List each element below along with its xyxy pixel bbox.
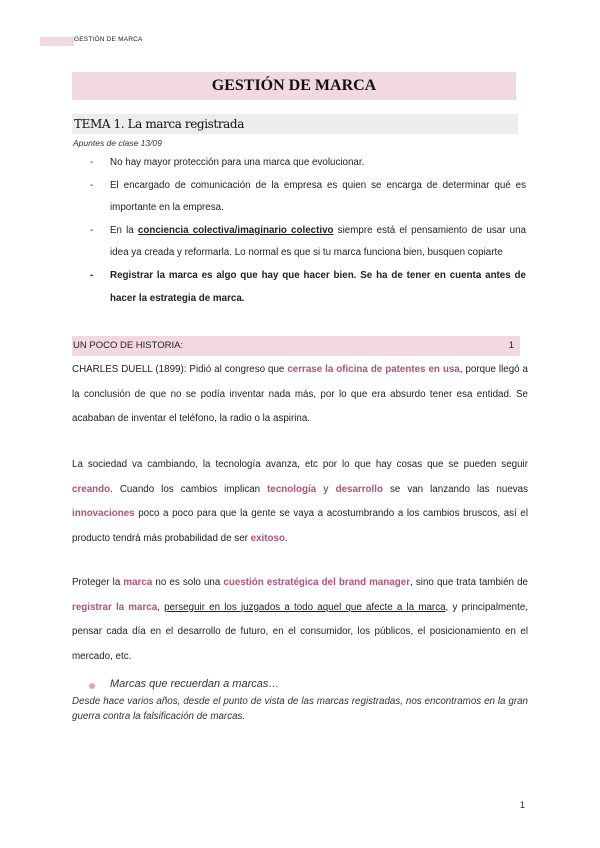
list-item: - Registrar la marca es algo que hay que hacer bien. Se ha de tener en cuenta antes de hacer la estrategia de marca. — [90, 269, 526, 304]
header-accent-bar — [40, 37, 74, 46]
list-item: - No hay mayor protección para una marca que evolucionar. — [90, 157, 365, 168]
section-number: 1 — [508, 340, 514, 351]
class-date-note: Apuntes de clase 13/09 — [73, 138, 162, 148]
paragraph-protection: Proteger la marca no es solo una cuestión estratégica del brand manager, sino que trata también de registrar la marca, perseguir en los juzgados a todo aquel que afecte a la marca, y principalmente, pensar cada día en el desarrollo de futuro, en el consumidor, los públicos, el posicionamiento en el mercado, etc. — [72, 577, 528, 662]
topic-heading: TEMA 1. La marca registrada — [72, 114, 518, 134]
underlined-term: conciencia colectiva/imaginario colectivo — [137, 224, 334, 236]
list-item: - El encargado de comunicación de la empresa es quien se encarga de determinar qué es importante en la empresa. — [90, 179, 526, 214]
list-item: - En la conciencia colectiva/imaginario colectivo siempre está el pensamiento de usar una idea ya creada y reformarla. Lo normal es que si tu marca funciona bien, busquen copiarte — [90, 224, 526, 259]
page-number: 1 — [520, 800, 526, 810]
paragraph-society: La sociedad va cambiando, la tecnología avanza, etc por lo que hay cosas que se pueden seguir creando. Cuando los cambios implican tecnología y desarrollo se van lanzando las nuevas innovaciones poco a poco para que la gente se vaya a acostumbrando a los cambios bruscos, así el producto tendrá más probabilidad de ser exitoso. — [72, 459, 529, 544]
running-header: GESTIÓN DE MARCA — [74, 36, 143, 43]
bullet-dot-icon — [89, 683, 95, 689]
paragraph-history: CHARLES DUELL (1899): Pidió al congreso que cerrase la oficina de patentes en usa, porque llegó a la conclusión de que no se podía inventar nada más, por lo que era absurdo tener esa entidad. Se acababan de inventar el teléfono, la radio o la aspirina. — [72, 364, 529, 424]
section-heading: UN POCO DE HISTORIA: 1 — [72, 336, 520, 356]
subsection-text: Desde hace varios años, desde el punto de vista de las marcas registradas, nos encontramos en la gran guerra contra la falsificación de marcas. — [72, 696, 528, 722]
subsection-heading: Marcas que recuerdan a marcas… — [90, 678, 279, 690]
bullet-list — [72, 152, 526, 310]
document-title: GESTIÓN DE MARCA — [72, 72, 516, 100]
